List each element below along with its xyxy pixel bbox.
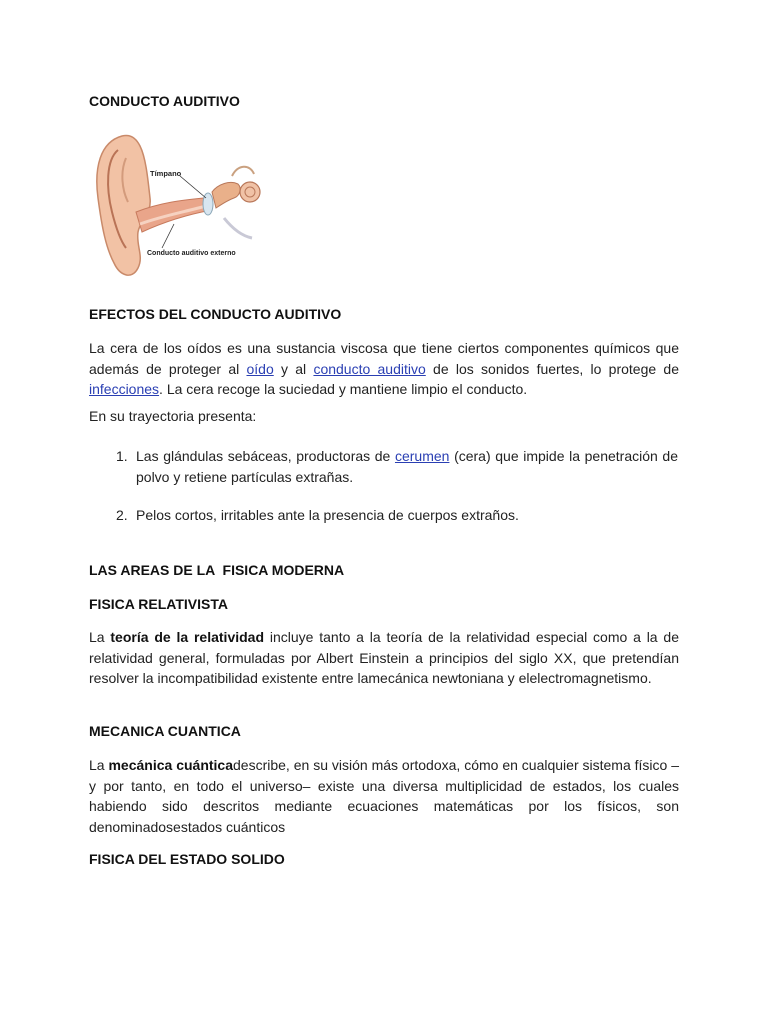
link-oido[interactable]: oído — [246, 360, 274, 377]
paragraph-relatividad: La teoría de la relatividad incluye tanto a la teoría de la relatividad especial como a la de relatividad general, formuladas por Albert Einstein a principios del siglo XX, que pretendían resolver la incompatibilidad existente entre lamecánica newtoniana y elelectromagnetismo. — [89, 629, 679, 686]
paragraph-cera: La cera de los oídos es una sustancia viscosa que tiene ciertos componentes químicos que además de proteger al oído y al conducto auditivo de los sonidos fuertes, lo protege de infecciones. La cera recoge la suciedad y mantiene limpio el conducto. — [89, 340, 679, 397]
figure-label-timpano: Tímpano — [150, 169, 182, 178]
heading-areas-fisica-moderna: LAS AREAS DE LA FISICA MODERNA — [89, 562, 345, 578]
paragraph-mecanica-cuantica: La mecánica cuánticadescribe, en su visión más ortodoxa, cómo en cualquier sistema físico –y por tanto, en todo el universo– existe una diversa multiplicidad de estados, los cuales habiendo sido descritos mediante ecuaciones matemáticas por los físicos, son denominadosestados cuánticos — [89, 757, 680, 835]
link-cerumen[interactable]: cerumen — [394, 448, 450, 464]
heading-mecanica-cuantica: MECANICA CUANTICA — [89, 723, 241, 739]
heading-efectos: EFECTOS DEL CONDUCTO AUDITIVO — [89, 306, 342, 322]
heading-conducto-auditivo: CONDUCTO AUDITIVO — [89, 93, 240, 109]
heading-fisica-relativista: FISICA RELATIVISTA — [89, 596, 228, 612]
link-conducto-auditivo[interactable]: conducto auditivo — [313, 360, 426, 377]
heading-estado-solido: FISICA DEL ESTADO SOLIDO — [89, 851, 285, 867]
figure-label-conducto: Conducto auditivo externo — [147, 250, 236, 257]
ear-anatomy-illustration — [92, 128, 272, 283]
paragraph-trayectoria: En su trayectoria presenta: — [89, 408, 257, 424]
link-infecciones[interactable]: infecciones — [89, 381, 160, 397]
